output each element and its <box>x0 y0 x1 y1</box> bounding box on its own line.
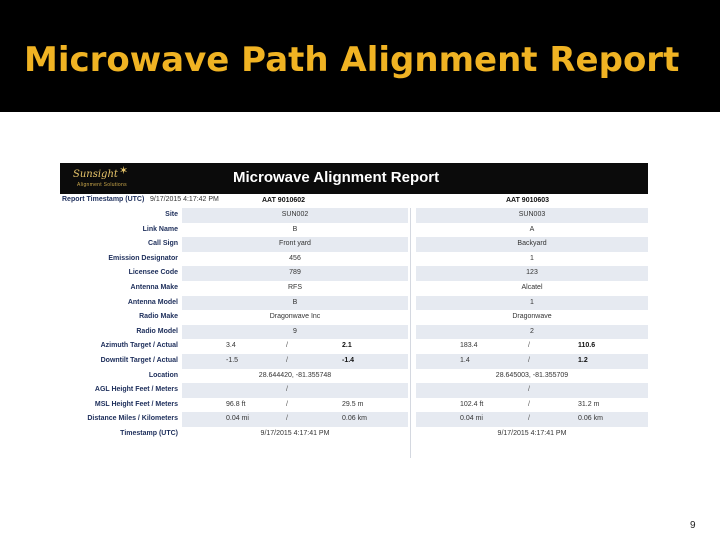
cell-a-feet: 96.8 ft <box>226 400 246 408</box>
cell-a: 28.644420, -81.355748 <box>258 371 332 379</box>
row-label: Licensee Code <box>128 269 178 277</box>
cell-a: 9 <box>293 327 297 335</box>
cell-b-kilometers: 0.06 km <box>578 415 603 423</box>
cell-b: 1 <box>530 298 534 306</box>
row-label: Site <box>165 211 178 218</box>
cell-a-target: 3.4 <box>226 342 236 350</box>
column-b-header: AAT 9010603 <box>506 197 550 204</box>
table-row <box>60 427 648 442</box>
report-timestamp-row <box>60 196 648 207</box>
slash-divider: / <box>528 356 530 364</box>
cell-a: B <box>292 225 298 233</box>
cell-a: B <box>292 298 298 306</box>
row-label: Radio Model <box>136 327 178 335</box>
cell-a: 456 <box>289 254 301 262</box>
table-row <box>60 310 648 325</box>
slash-divider: / <box>286 356 288 364</box>
slash-divider: / <box>286 386 288 394</box>
table-row <box>60 208 648 223</box>
cell-a: Dragonwave Inc <box>269 313 321 321</box>
row-label: Emission Designator <box>108 254 178 262</box>
report-timestamp-value: 9/17/2015 4:17:42 PM <box>150 196 219 203</box>
cell-b-actual: 110.6 <box>578 342 596 350</box>
row-label: Link Name <box>142 225 178 233</box>
slash-divider: / <box>528 400 530 408</box>
slash-divider: / <box>286 342 288 350</box>
report-table <box>60 208 648 442</box>
table-row <box>60 412 648 427</box>
row-label: Timestamp (UTC) <box>120 429 178 437</box>
cell-a-kilometers: 0.06 km <box>342 415 367 423</box>
cell-a: 789 <box>289 269 301 277</box>
cell-a-target: -1.5 <box>226 356 239 364</box>
row-label: Distance Miles / Kilometers <box>87 415 178 423</box>
logo-text: Sunsight <box>73 169 118 180</box>
table-row <box>60 252 648 267</box>
cell-a-miles: 0.04 mi <box>226 415 249 423</box>
row-label: Antenna Make <box>130 283 178 291</box>
slash-divider: / <box>528 342 530 350</box>
cell-b: SUN003 <box>518 211 546 218</box>
table-row <box>60 383 648 398</box>
cell-b: 2 <box>530 327 534 335</box>
row-label: AGL Height Feet / Meters <box>94 386 178 394</box>
cell-b-feet: 102.4 ft <box>460 400 484 408</box>
table-row <box>60 325 648 340</box>
cell-b: Backyard <box>517 240 547 248</box>
cell-a: 9/17/2015 4:17:41 PM <box>260 429 330 437</box>
slash-divider: / <box>528 386 530 394</box>
cell-b-meters: 31.2 m <box>578 400 600 408</box>
slash-divider: / <box>286 415 288 423</box>
row-label: Radio Make <box>139 313 178 321</box>
slash-divider: / <box>528 415 530 423</box>
table-row <box>60 266 648 281</box>
table-row <box>60 398 648 413</box>
column-a-header: AAT 9010602 <box>262 197 306 204</box>
cell-b: A <box>529 225 535 233</box>
cell-b-target: 183.4 <box>460 342 478 350</box>
cell-b: 28.645003, -81.355709 <box>495 371 569 379</box>
report-image <box>60 163 648 458</box>
table-row <box>60 339 648 354</box>
logo-star-icon: ✶ <box>119 165 129 177</box>
cell-b-miles: 0.04 mi <box>460 415 483 423</box>
cell-b-actual: 1.2 <box>578 356 588 364</box>
page-number: 9 <box>690 520 696 531</box>
cell-b: 9/17/2015 4:17:41 PM <box>497 429 567 437</box>
table-row <box>60 223 648 238</box>
slide-title: Microwave Path Alignment Report <box>24 40 680 80</box>
title-band <box>0 0 720 112</box>
cell-a-meters: 29.5 m <box>342 400 364 408</box>
row-label: Azimuth Target / Actual <box>100 342 178 350</box>
cell-b: Dragonwave <box>512 313 552 321</box>
report-timestamp-label: Report Timestamp (UTC) <box>62 196 145 203</box>
cell-a: Front yard <box>279 240 311 248</box>
cell-b: 123 <box>526 269 538 277</box>
cell-b: 1 <box>530 254 534 262</box>
logo-subtext: Alignment Solutions <box>77 182 127 188</box>
cell-a-actual: -1.4 <box>342 356 355 364</box>
row-label: Downtilt Target / Actual <box>100 356 178 364</box>
row-label: Location <box>148 371 178 379</box>
table-row <box>60 369 648 384</box>
table-row <box>60 296 648 311</box>
row-label: MSL Height Feet / Meters <box>94 400 178 408</box>
cell-b: Alcatel <box>521 283 543 291</box>
table-row <box>60 354 648 369</box>
table-row <box>60 237 648 252</box>
sunsight-logo <box>63 164 135 193</box>
cell-a: SUN002 <box>281 211 309 218</box>
row-label: Antenna Model <box>127 298 178 306</box>
cell-a-actual: 2.1 <box>342 342 352 350</box>
slash-divider: / <box>286 400 288 408</box>
cell-a: RFS <box>288 283 302 291</box>
report-title: Microwave Alignment Report <box>233 169 440 186</box>
cell-b-target: 1.4 <box>460 356 470 364</box>
row-label: Call Sign <box>148 240 178 248</box>
table-row <box>60 281 648 296</box>
report-header <box>60 163 648 194</box>
